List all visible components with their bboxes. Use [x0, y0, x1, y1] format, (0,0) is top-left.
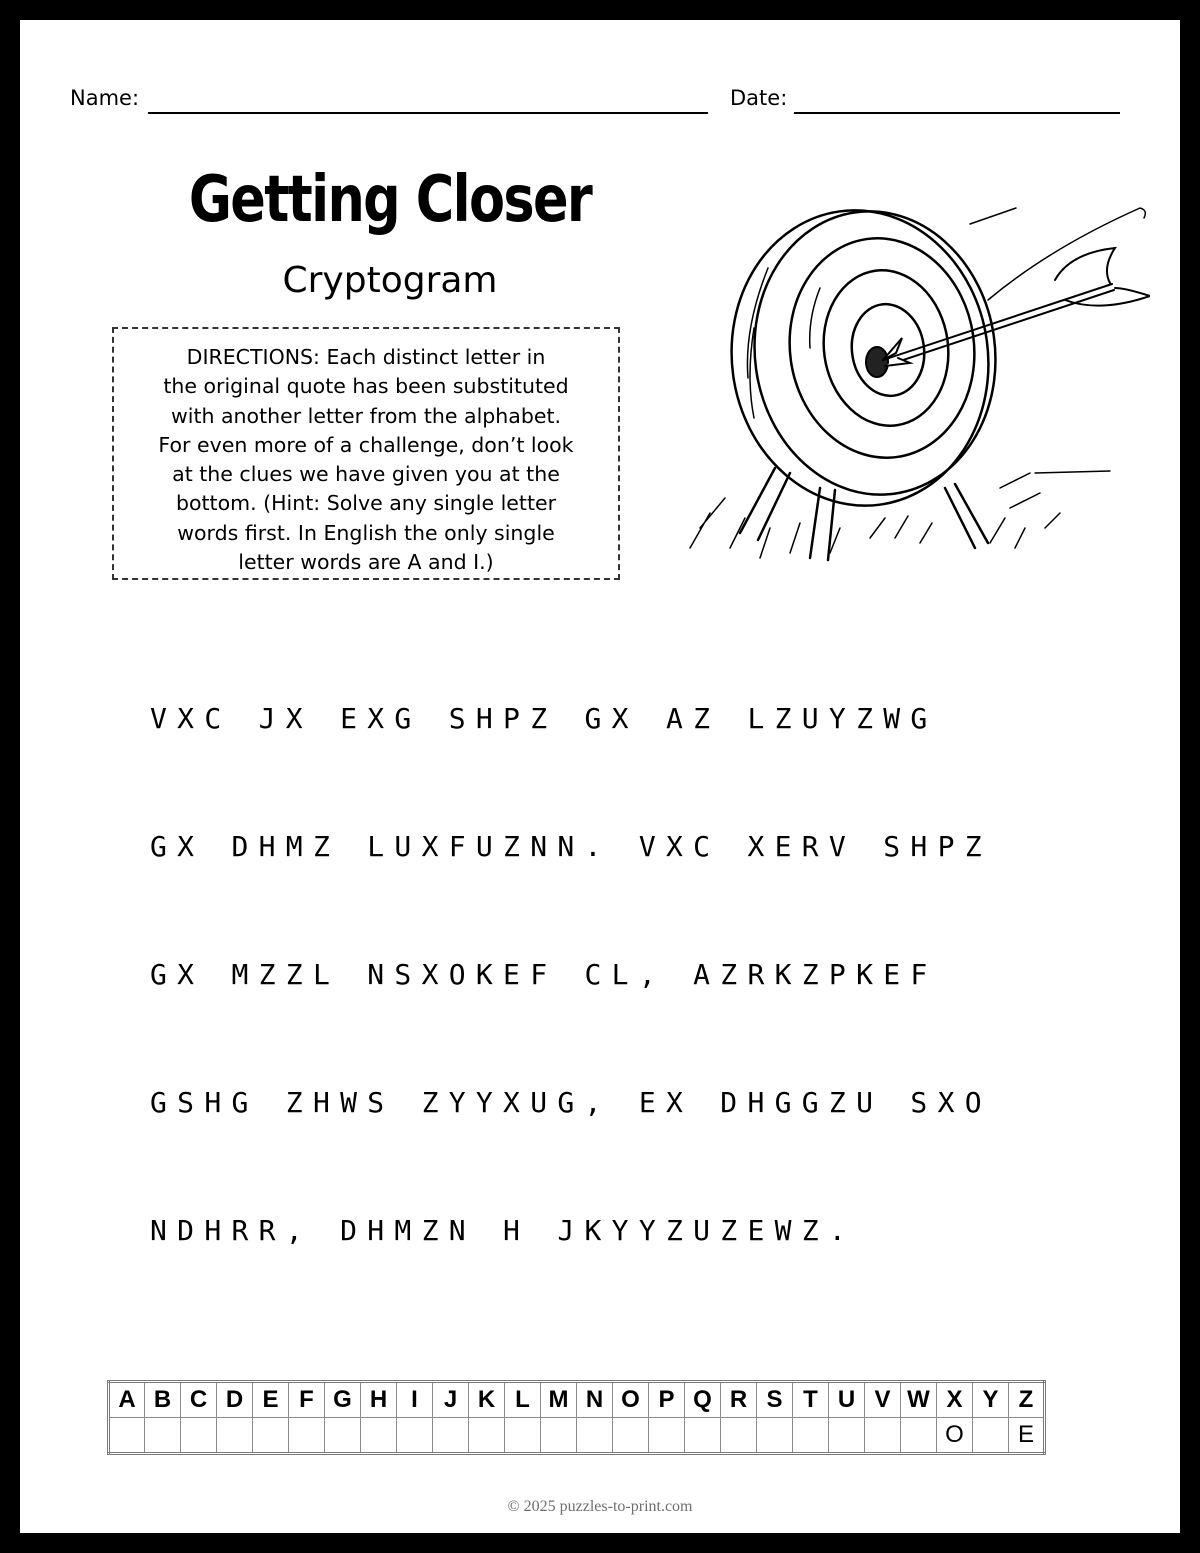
cipher-letter: V — [865, 1382, 901, 1418]
name-date-bar — [70, 86, 1140, 116]
cipher-letter: N — [577, 1382, 613, 1418]
puzzle-line-4: GSHG ZHWS ZYYXUG, EX DHGGZU SXO — [150, 1086, 992, 1119]
cipher-letter: C — [181, 1382, 217, 1418]
cipher-letter: L — [505, 1382, 541, 1418]
directions-box — [112, 327, 620, 580]
cipher-letter: P — [649, 1382, 685, 1418]
cipher-letter: F — [289, 1382, 325, 1418]
cipher-letter: Y — [973, 1382, 1009, 1418]
answer-cell[interactable] — [361, 1418, 397, 1454]
answer-cell[interactable] — [757, 1418, 793, 1454]
answer-cell[interactable] — [613, 1418, 649, 1454]
puzzle-line-5: NDHRR, DHMZN H JKYYZUZEWZ. — [150, 1214, 857, 1247]
answer-row — [109, 1418, 1045, 1454]
answer-cell[interactable] — [469, 1418, 505, 1454]
answer-cell[interactable] — [685, 1418, 721, 1454]
cipher-letter: A — [109, 1382, 145, 1418]
answer-cell[interactable] — [397, 1418, 433, 1454]
cipher-letter: O — [613, 1382, 649, 1418]
directions-line: bottom. (Hint: Solve any single letter — [175, 491, 557, 516]
copyright-footer: © 2025 puzzles-to-print.com — [507, 1498, 693, 1515]
cipher-letter: K — [469, 1382, 505, 1418]
directions-line: letter words are A and I.) — [238, 550, 494, 575]
answer-cell[interactable]: O — [937, 1418, 973, 1454]
name-label: Name: — [70, 86, 140, 110]
answer-cell[interactable] — [793, 1418, 829, 1454]
cipher-letter: I — [397, 1382, 433, 1418]
cipher-letter: B — [145, 1382, 181, 1418]
answer-cell[interactable] — [973, 1418, 1009, 1454]
answer-cell[interactable]: E — [1009, 1418, 1045, 1454]
directions-line: with another letter from the alphabet. — [170, 403, 562, 428]
answer-cell[interactable] — [541, 1418, 577, 1454]
page-subtitle: Cryptogram — [282, 260, 498, 301]
answer-cell[interactable] — [181, 1418, 217, 1454]
answer-cell[interactable] — [721, 1418, 757, 1454]
puzzle-line-2: GX DHMZ LUXFUZNN. VXC XERV SHPZ — [150, 830, 992, 863]
cipher-letter: Z — [1009, 1382, 1045, 1418]
directions-line: the original quote has been substituted — [163, 374, 569, 399]
answer-cell[interactable] — [829, 1418, 865, 1454]
cipher-letter: X — [937, 1382, 973, 1418]
answer-cell[interactable] — [253, 1418, 289, 1454]
answer-cell[interactable] — [325, 1418, 361, 1454]
cipher-letter: W — [901, 1382, 937, 1418]
answer-cell[interactable] — [649, 1418, 685, 1454]
answer-cell[interactable] — [145, 1418, 181, 1454]
cipher-letter: R — [721, 1382, 757, 1418]
cipher-letter: G — [325, 1382, 361, 1418]
answer-cell[interactable] — [865, 1418, 901, 1454]
answer-cell[interactable] — [217, 1418, 253, 1454]
directions-line: at the clues we have given you at the — [172, 462, 560, 487]
cipher-letter: D — [217, 1382, 253, 1418]
puzzle-line-1: VXC JX EXG SHPZ GX AZ LZUYZWG — [150, 702, 938, 735]
cipher-letter: J — [433, 1382, 469, 1418]
answer-cell[interactable] — [577, 1418, 613, 1454]
answer-cell[interactable] — [901, 1418, 937, 1454]
cipher-letter: M — [541, 1382, 577, 1418]
cipher-letter: Q — [685, 1382, 721, 1418]
cipher-letter: U — [829, 1382, 865, 1418]
name-field[interactable] — [148, 112, 708, 114]
answer-cell[interactable] — [433, 1418, 469, 1454]
cipher-letter: T — [793, 1382, 829, 1418]
cipher-letters-row — [109, 1382, 1045, 1418]
directions-line: words first. In English the only single — [177, 520, 555, 545]
archery-target-with-arrow-icon — [670, 188, 1150, 588]
cipher-letter: S — [757, 1382, 793, 1418]
directions-line: For even more of a challenge, don’t look — [158, 432, 574, 457]
answer-cell[interactable] — [109, 1418, 145, 1454]
cipher-letter: E — [253, 1382, 289, 1418]
page-title: Getting Closer — [188, 163, 592, 237]
answer-cell[interactable] — [289, 1418, 325, 1454]
cipher-key-table — [107, 1380, 1046, 1455]
answer-cell[interactable] — [505, 1418, 541, 1454]
worksheet-page — [20, 20, 1180, 1533]
date-field[interactable] — [794, 112, 1120, 114]
directions-line: DIRECTIONS: Each distinct letter in — [186, 345, 546, 369]
puzzle-line-3: GX MZZL NSXOKEF CL, AZRKZPKEF — [150, 958, 938, 991]
cipher-letter: H — [361, 1382, 397, 1418]
date-label: Date: — [730, 86, 788, 110]
